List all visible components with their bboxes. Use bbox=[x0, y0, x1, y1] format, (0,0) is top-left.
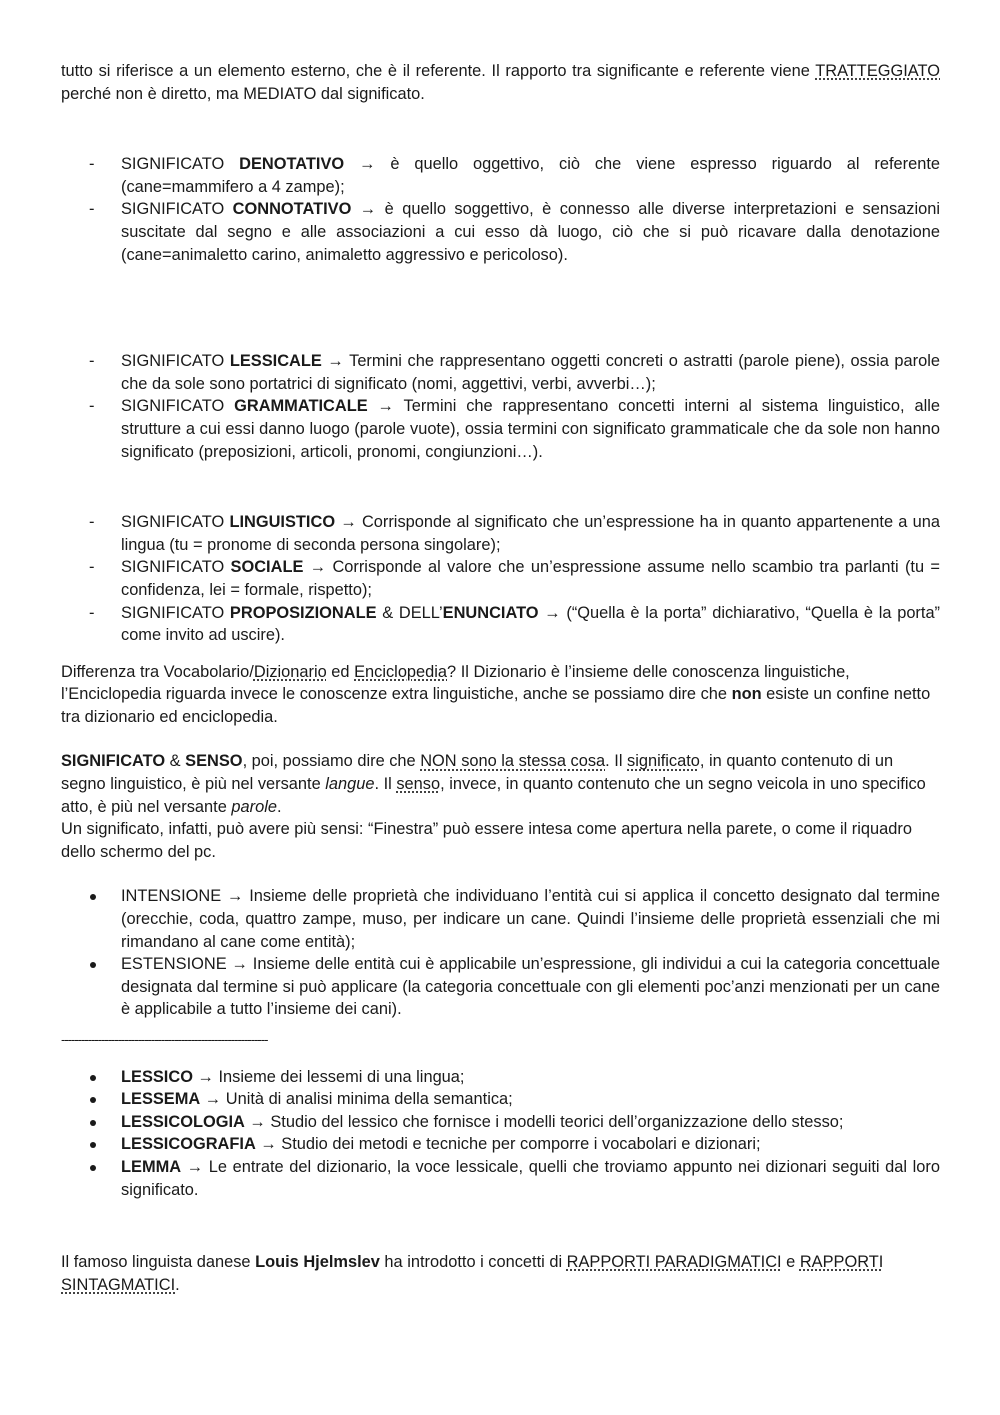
list-item bbox=[61, 395, 940, 463]
meaning-sense-paragraph bbox=[61, 750, 940, 818]
lexicon-list bbox=[61, 1066, 940, 1202]
intro-text: tutto si riferisce a un elemento esterno, che è il referente. Il rapporto tra significante e referente viene bbox=[61, 62, 816, 80]
item-text: è quello oggettivo, ciò che viene espresso riguardo al referente (cane=mammifero a 4 zampe); bbox=[121, 155, 940, 196]
paragraph-text: esiste un confine netto tra dizionario ed enciclopedia. bbox=[61, 685, 931, 726]
dash-marker: - bbox=[89, 397, 95, 416]
bullet-icon bbox=[90, 894, 96, 900]
dash-marker: - bbox=[89, 603, 95, 622]
bullet-icon bbox=[90, 1165, 96, 1171]
separator-line: -------------------------------------------------------------- bbox=[61, 1032, 268, 1047]
item-text: Insieme dei lessemi di una lingua; bbox=[218, 1067, 465, 1086]
arrow-icon: → bbox=[359, 155, 376, 174]
arrow-icon: → bbox=[260, 1135, 277, 1154]
arrow-icon: → bbox=[186, 1157, 204, 1176]
bullet-icon bbox=[90, 1097, 96, 1103]
item-prefix: SIGNIFICATO bbox=[121, 397, 235, 416]
underlined-term: senso bbox=[396, 775, 441, 794]
list-item bbox=[61, 1156, 940, 1201]
italic-term: parole bbox=[231, 797, 277, 816]
list-item bbox=[61, 1066, 940, 1089]
item-text: Studio dei metodi e tecniche per comporre i vocabolari e dizionari; bbox=[281, 1135, 761, 1154]
item-prefix: & DELL’ bbox=[376, 603, 443, 622]
bullet-icon bbox=[90, 962, 96, 968]
document-page bbox=[61, 60, 940, 1296]
list-item bbox=[61, 350, 940, 395]
item-text: Le entrate del dizionario, la voce lessicale, quelli che troviamo appunto nei dizionari seguiti dal loro significato. bbox=[121, 1157, 940, 1199]
list-item bbox=[61, 885, 940, 953]
paragraph-text: . Il bbox=[374, 775, 397, 794]
lexical-list bbox=[61, 350, 940, 463]
item-term: CONNOTATIVO bbox=[232, 200, 352, 219]
list-item bbox=[61, 511, 940, 556]
paragraph-text: ? Il Dizionario è l’insieme delle conoscenza linguistiche, l’Enciclopedia riguarda invece le conoscenze extra linguistiche, anche se possiamo dire che bbox=[61, 662, 850, 704]
bold-term: SIGNIFICATO bbox=[61, 752, 166, 771]
arrow-icon: → bbox=[204, 1090, 222, 1109]
arrow-icon: → bbox=[340, 513, 357, 532]
bold-term: non bbox=[731, 685, 762, 704]
item-prefix: SIGNIFICATO bbox=[121, 155, 240, 174]
intension-list bbox=[61, 885, 940, 1021]
arrow-icon: → bbox=[359, 200, 377, 219]
linguistic-list bbox=[61, 511, 940, 647]
underlined-term: significato bbox=[627, 752, 700, 771]
item-prefix: SIGNIFICATO bbox=[121, 558, 231, 577]
item-term: LESSICOGRAFIA bbox=[121, 1135, 256, 1154]
paragraph-text: , in quanto contenuto di un segno linguistico, è più nel versante bbox=[61, 752, 894, 794]
bold-term: SENSO bbox=[185, 752, 243, 771]
underlined-term: Dizionario bbox=[253, 662, 327, 681]
item-term: DENOTATIVO bbox=[239, 155, 345, 174]
paragraph-text: . bbox=[175, 1275, 180, 1294]
arrow-icon: → bbox=[327, 352, 344, 371]
item-text: è quello soggettivo, è connesso alle diverse interpretazioni e sensazioni suscitate dal segno e alle associazioni a cui esso dà luogo, ciò che si può ricavare dalla denotazione (cane=animaletto carino, animaletto aggressivo e pericoloso). bbox=[121, 200, 940, 264]
item-term: LESSICOLOGIA bbox=[121, 1112, 245, 1131]
list-item bbox=[61, 602, 940, 647]
bullet-icon bbox=[90, 1142, 96, 1148]
item-text: Corrisponde al valore che un’espressione assume nello scambio tra parlanti (tu = confidenza, lei = formale, rispetto); bbox=[121, 558, 940, 599]
arrow-icon: → bbox=[227, 887, 244, 906]
item-term: SOCIALE bbox=[230, 558, 304, 577]
dash-marker: - bbox=[89, 558, 95, 577]
list-item bbox=[61, 953, 940, 1021]
underlined-term: NON sono la stessa cosa bbox=[420, 752, 606, 771]
item-prefix: SIGNIFICATO bbox=[121, 603, 230, 622]
item-term: GRAMMATICALE bbox=[234, 397, 368, 416]
item-text: Insieme delle entità cui è applicabile un’espressione, gli individui a cui la categoria concettuale designata dal termine si può applicare (la categoria concettuale con gli elementi poc’anzi menzionati per un cane è applicabile a tutto l’insieme dei cani). bbox=[121, 955, 940, 1019]
arrow-icon: → bbox=[249, 1112, 266, 1131]
dictionary-paragraph bbox=[61, 661, 940, 729]
item-text: Studio del lessico che fornisce i modelli teorici dell’organizzazione dello stesso; bbox=[270, 1112, 844, 1131]
arrow-icon: → bbox=[197, 1067, 214, 1086]
arrow-icon: → bbox=[544, 603, 561, 622]
bold-term: Louis Hjelmslev bbox=[255, 1253, 380, 1272]
underlined-term: RAPPORTI SINTAGMATICI bbox=[61, 1253, 884, 1294]
denotation-list bbox=[61, 153, 940, 266]
underlined-term: Enciclopedia bbox=[354, 662, 448, 681]
item-term: PROPOSIZIONALE bbox=[229, 603, 377, 622]
item-text: Termini che rappresentano concetti interni al sistema linguistico, alle strutture a cui essi danno luogo (parole vuote), ossia termini con significato grammaticale che da sole non hanno significato (preposizioni, articoli, pronomi, congiunzioni…). bbox=[121, 397, 940, 461]
paragraph-text: , invece, in quanto contenuto che un segno veicola in uno specifico atto, è più nel versante bbox=[61, 775, 926, 816]
item-term: LESSICALE bbox=[229, 352, 322, 371]
item-prefix: SIGNIFICATO bbox=[121, 200, 233, 219]
intro-text: perché non è diretto, ma MEDIATO dal significato. bbox=[61, 84, 425, 103]
arrow-icon: → bbox=[309, 558, 327, 577]
final-paragraph bbox=[61, 1251, 940, 1296]
paragraph-text: ha introdotto i concetti di bbox=[379, 1253, 567, 1272]
item-text: (“Quella è la porta” dichiarativo, “Quella è la porta” come invito ad uscire). bbox=[121, 603, 941, 645]
list-item bbox=[61, 1111, 940, 1134]
bullet-icon bbox=[90, 1120, 96, 1126]
list-item bbox=[61, 1133, 940, 1156]
paragraph-text: . Il bbox=[605, 752, 628, 771]
list-item bbox=[61, 1088, 940, 1111]
paragraph-text: . bbox=[276, 797, 282, 816]
paragraph-text: Il famoso linguista danese bbox=[61, 1253, 256, 1272]
item-term: LESSICO bbox=[121, 1067, 193, 1086]
dash-marker: - bbox=[89, 200, 95, 219]
item-term: ESTENSIONE bbox=[121, 955, 227, 974]
dash-marker: - bbox=[89, 513, 95, 532]
dash-marker: - bbox=[89, 155, 95, 174]
underlined-term: TRATTEGGIATO bbox=[815, 62, 940, 80]
item-text: Corrisponde al significato che un’espressione ha in quanto appartenente a una lingua (tu = pronome di seconda persona singolare); bbox=[121, 513, 940, 554]
italic-term: langue bbox=[325, 775, 375, 794]
window-example-paragraph: Un significato, infatti, può avere più sensi: “Finestra” può essere intesa come apertura nella parete, o come il riquadro dello schermo del pc. bbox=[61, 820, 912, 861]
paragraph-text: , poi, possiamo dire che bbox=[242, 752, 421, 771]
dash-marker: - bbox=[89, 352, 95, 371]
item-text: Unità di analisi minima della semantica; bbox=[225, 1090, 513, 1109]
paragraph-text: Differenza tra Vocabolario/ bbox=[61, 662, 254, 681]
paragraph-text: & bbox=[165, 752, 186, 771]
paragraph-text: e bbox=[781, 1253, 800, 1272]
bullet-icon bbox=[90, 1075, 96, 1081]
arrow-icon: → bbox=[231, 955, 248, 974]
underlined-term: RAPPORTI PARADIGMATICI bbox=[566, 1253, 782, 1272]
list-item bbox=[61, 556, 940, 601]
item-term: LESSEMA bbox=[121, 1090, 201, 1109]
list-item bbox=[61, 153, 940, 198]
paragraph-text: ed bbox=[326, 662, 355, 681]
item-term: LEMMA bbox=[121, 1157, 182, 1176]
arrow-icon: → bbox=[377, 397, 394, 416]
item-text: Termini che rappresentano oggetti concreti o astratti (parole piene), ossia parole che da sole sono portatrici di significato (nomi, aggettivi, verbi, avverbi…); bbox=[121, 352, 940, 393]
item-prefix: SIGNIFICATO bbox=[121, 513, 230, 532]
item-term: LINGUISTICO bbox=[229, 513, 336, 532]
list-item bbox=[61, 198, 940, 266]
item-text: Insieme delle proprietà che individuano l’entità cui si applica il concetto designato dal termine (orecchie, coda, quattro zampe, muso, per indicare un cane. Quindi l’insieme delle proprietà essenziali che mi rimandano al cane come entità); bbox=[121, 887, 940, 951]
item-term: INTENSIONE bbox=[121, 887, 222, 906]
intro-paragraph bbox=[61, 60, 940, 105]
item-term: ENUNCIATO bbox=[442, 603, 539, 622]
item-prefix: SIGNIFICATO bbox=[121, 352, 230, 371]
